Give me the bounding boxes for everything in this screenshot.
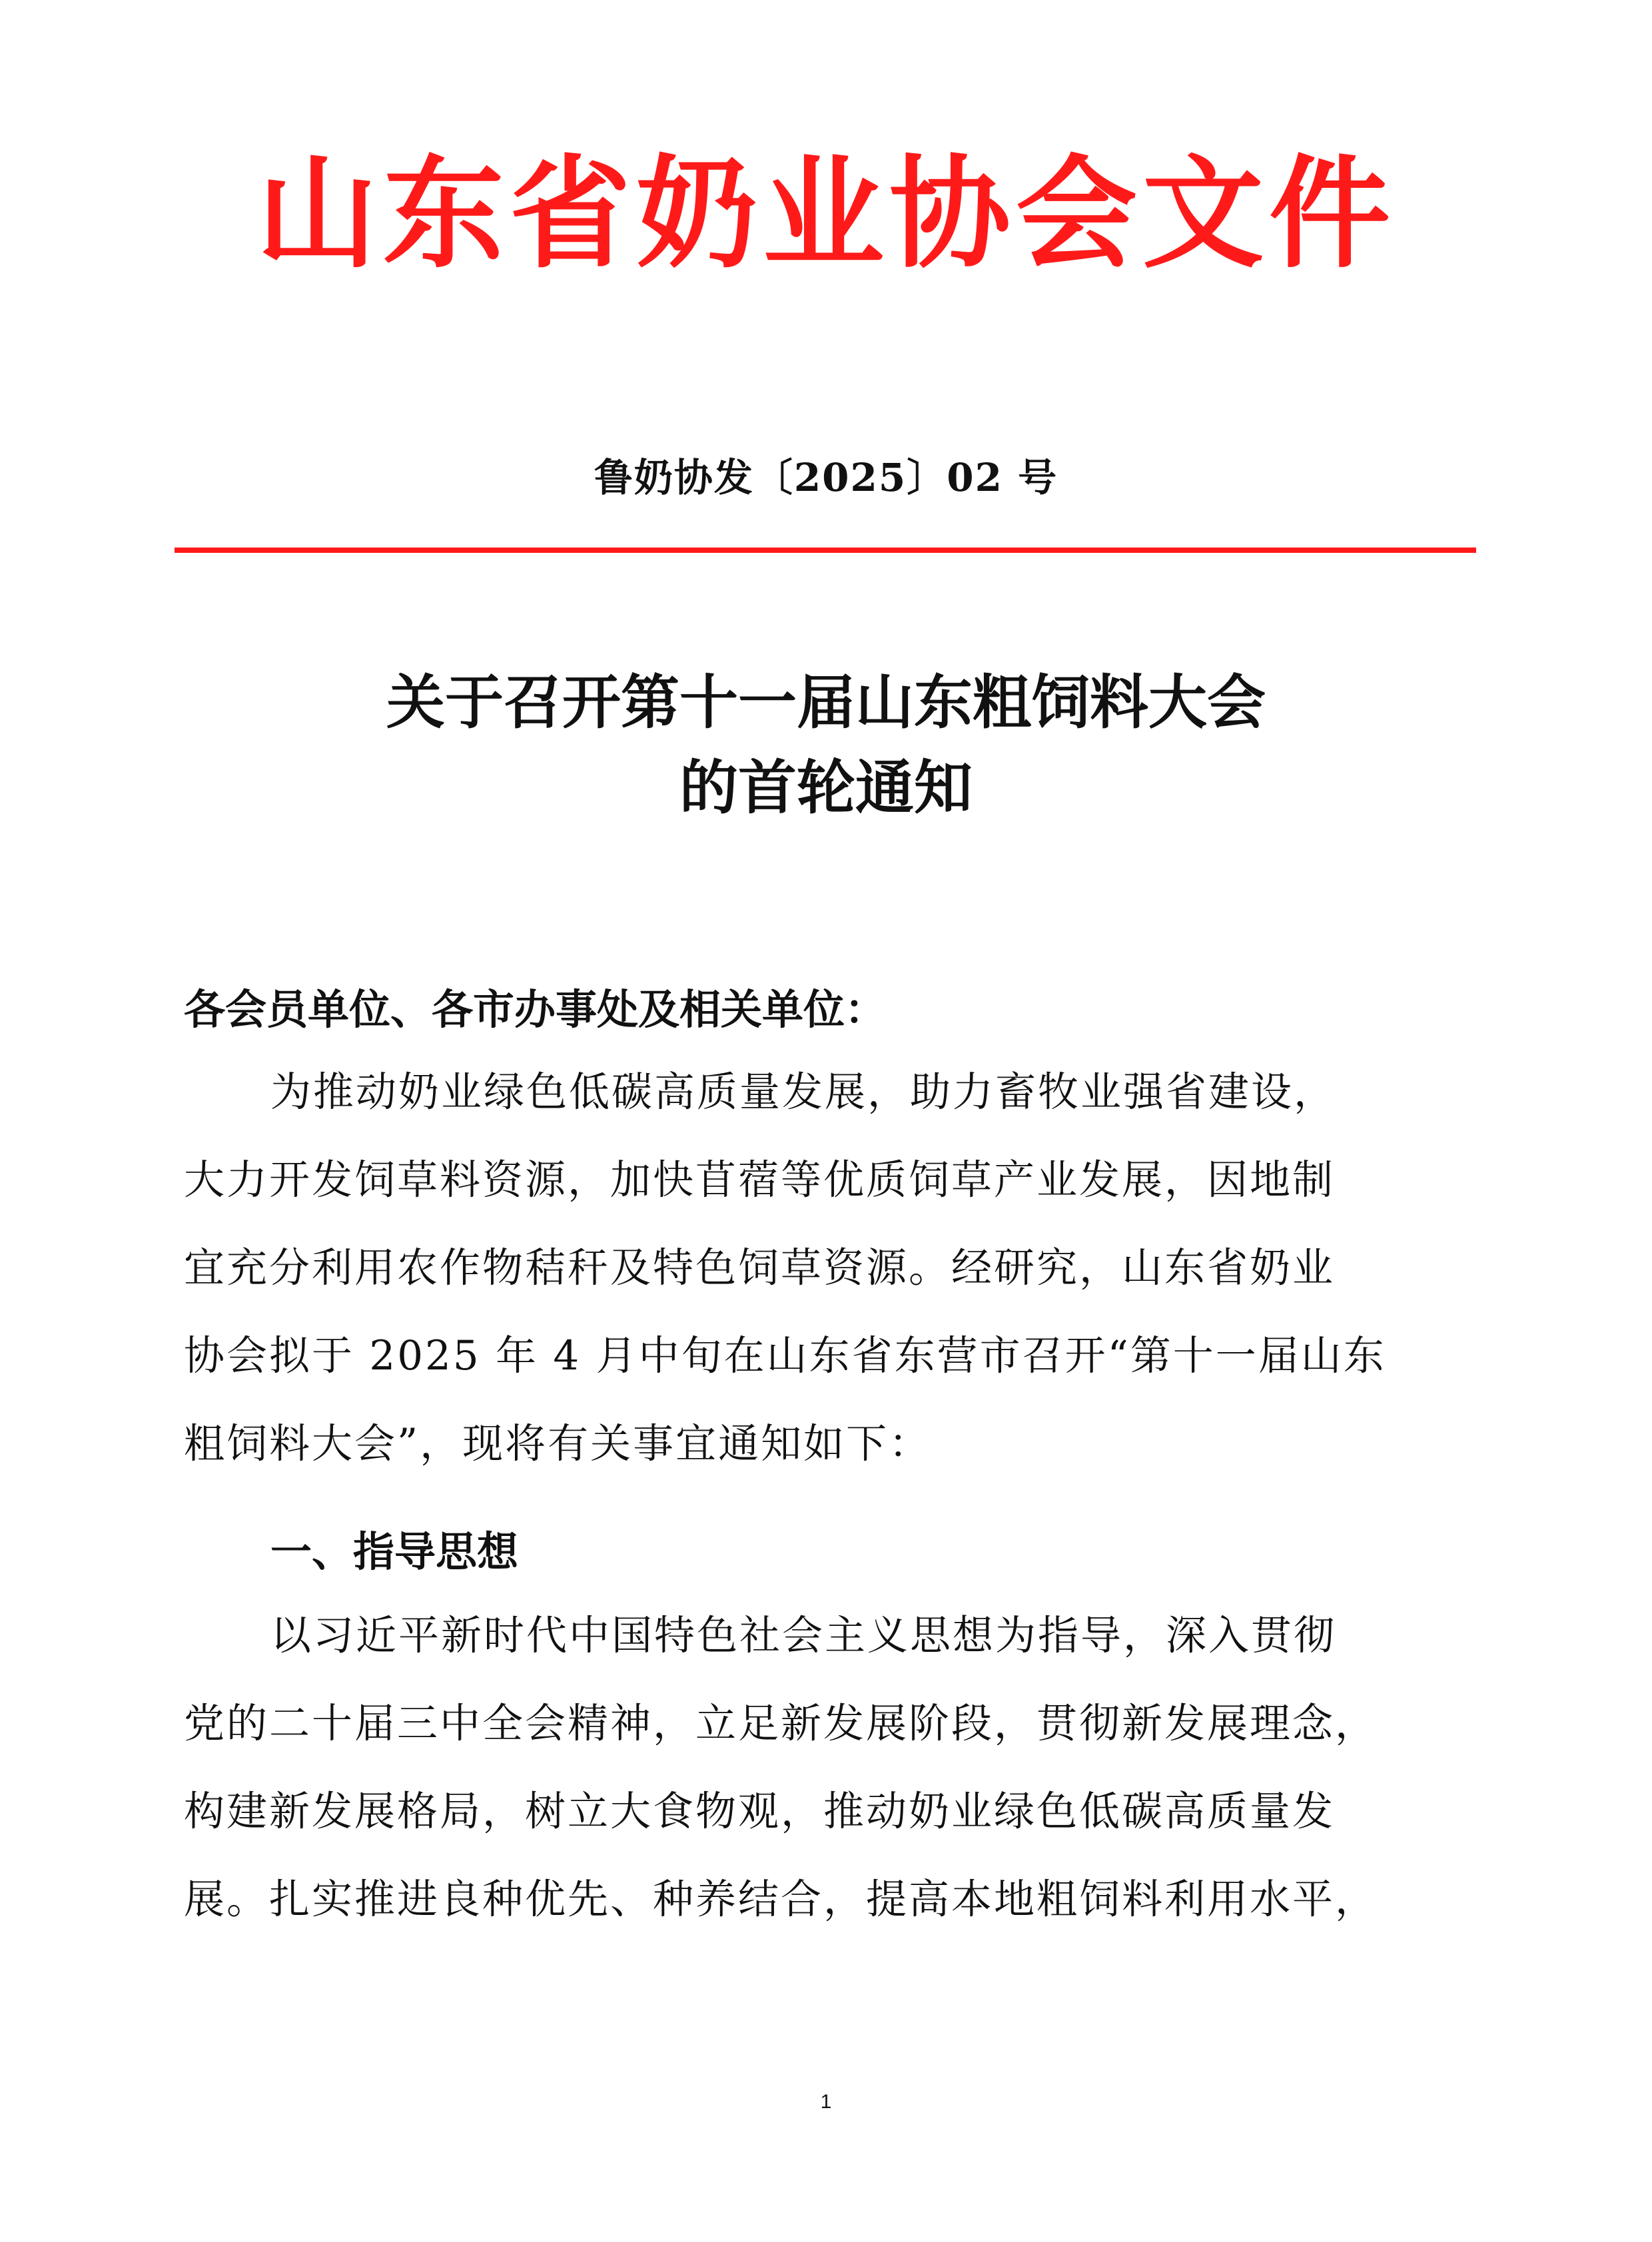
- paragraph-line: 大力开发饲草料资源，加快苜蓿等优质饲草产业发展，因地制: [184, 1156, 1336, 1204]
- title-line-2: 的首轮通知: [679, 753, 973, 822]
- section-heading-guiding-ideology: 一、指导思想: [270, 1527, 519, 1576]
- intro-paragraph: [184, 1048, 1452, 1488]
- paragraph-line: 宜充分利用农作物秸秆及特色饲草资源。经研究，山东省奶业: [184, 1244, 1336, 1292]
- document-number: 鲁奶协发〔2025〕02 号: [594, 455, 1058, 500]
- paragraph-line: 展。扎实推进良种优先、种养结合，提高本地粗饲料利用水平，: [184, 1876, 1378, 1923]
- paragraph-line: 党的二十届三中全会精神，立足新发展阶段，贯彻新发展理念，: [184, 1700, 1378, 1747]
- paragraph-line: 以习近平新时代中国特色社会主义思想为指导，深入贯彻: [270, 1612, 1337, 1659]
- document-title: [160, 659, 1492, 830]
- paragraph-line: 协会拟于 2025 年 4 月中旬在山东省东营市召开“第十一届山东: [184, 1332, 1386, 1379]
- paragraph-line: 为推动奶业绿色低碳高质量发展，助力畜牧业强省建设，: [270, 1068, 1337, 1116]
- page-number: 1: [820, 2091, 832, 2113]
- guiding-ideology-paragraph: [184, 1592, 1452, 1944]
- title-line-1: 关于召开第十一届山东粗饲料大会: [386, 667, 1266, 737]
- paragraph-line: 构建新发展格局，树立大食物观，推动奶业绿色低碳高质量发: [184, 1788, 1336, 1835]
- paragraph-line: 粗饲料大会”，现将有关事宜通知如下：: [184, 1420, 932, 1467]
- red-divider-line: [175, 548, 1476, 553]
- salutation: 各会员单位、各市办事处及相关单位：: [184, 985, 887, 1034]
- organization-header: 山东省奶业协会文件: [256, 142, 1396, 284]
